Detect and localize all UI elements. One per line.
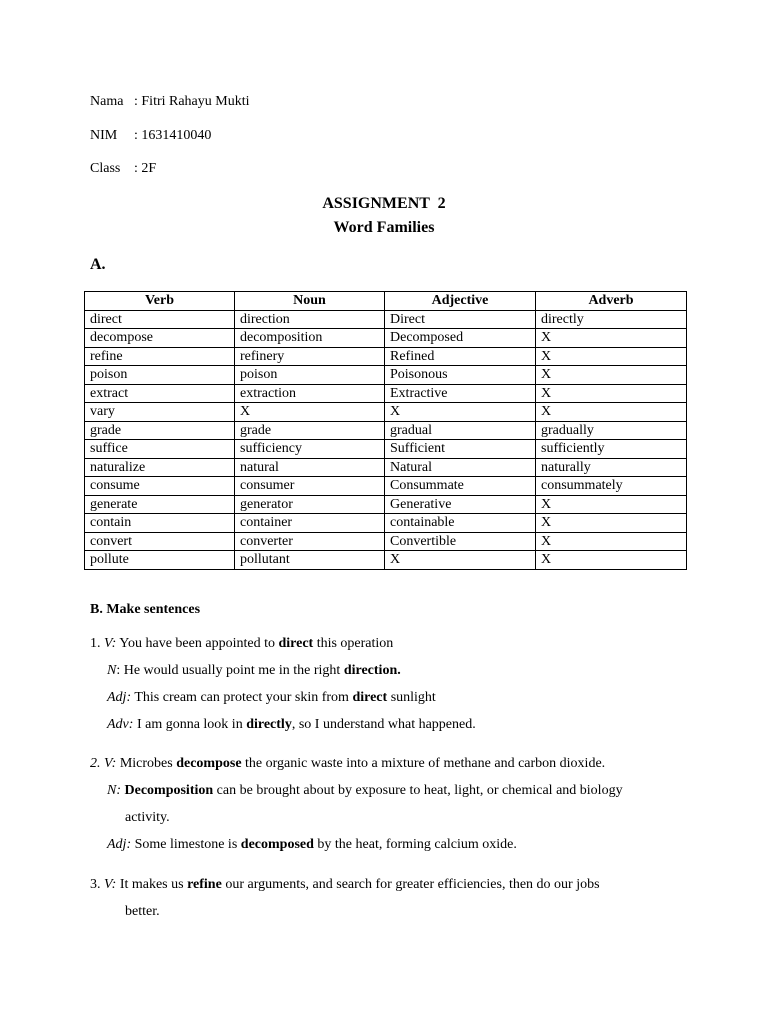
table-cell: X [536,329,687,348]
table-cell: pollute [85,551,235,570]
table-cell: gradually [536,421,687,440]
table-cell: vary [85,403,235,422]
nim-label: NIM [90,128,118,143]
header-adverb: Adverb [536,292,687,311]
table-row [85,551,687,570]
adjective-label: Adj: [107,837,132,852]
table-cell: extraction [235,384,385,403]
table-cell: X [536,514,687,533]
sentence-text: Some limestone is [131,837,241,852]
keyword: decompose [176,756,242,771]
header-noun: Noun [235,292,385,311]
table-row [85,532,687,551]
table-cell: Natural [385,458,536,477]
keyword: direct [352,690,388,705]
class-value: : 2F [134,161,157,176]
sentence-text: the organic waste into a mixture of methane and carbon dioxide. [241,756,606,771]
header-adjective: Adjective [385,292,536,311]
sentence-3-verb [90,877,600,893]
table-cell: X [536,366,687,385]
sentence-1-adverb [107,717,476,733]
noun-label: N [107,663,117,678]
keyword: directly [246,717,292,732]
sentence-text: our arguments, and search for greater efficiencies, then do our jobs [221,877,600,892]
table-row [85,458,687,477]
table-cell: X [536,495,687,514]
keyword: Decomposition [124,783,214,798]
page-subtitle: Word Families [333,219,435,236]
table-cell: Poisonous [385,366,536,385]
header-verb: Verb [85,292,235,311]
noun-label: N: [107,783,121,798]
keyword: direction. [343,663,401,678]
adjective-label: Adj: [107,690,132,705]
table-cell: grade [85,421,235,440]
table-cell: grade [235,421,385,440]
sentence-text: by the heat, forming calcium oxide. [313,837,517,852]
table-cell: X [385,403,536,422]
sentence-2-verb [90,756,605,772]
table-row [85,440,687,459]
sentence-1-verb [90,636,393,652]
page-title: ASSIGNMENT 2 [322,195,446,212]
table-cell: X [536,403,687,422]
student-nim-line [90,128,211,144]
table-row [85,514,687,533]
table-cell: Generative [385,495,536,514]
sentence-text: Microbes [116,756,177,771]
table-cell: refinery [235,347,385,366]
verb-label: V: [104,877,117,892]
table-cell: consumer [235,477,385,496]
table-cell: generator [235,495,385,514]
word-families-table [84,291,687,570]
class-label: Class [90,161,121,176]
table-header-row [85,292,687,311]
sentence-2-adjective [107,837,517,853]
table-row [85,310,687,329]
keyword: direct [278,636,314,651]
table-cell: Refined [385,347,536,366]
table-row [85,347,687,366]
table-cell: direct [85,310,235,329]
keyword: decomposed [240,837,314,852]
sentence-text: : He would usually point me in the right [116,663,344,678]
table-row [85,366,687,385]
table-cell: X [536,532,687,551]
table-cell: converter [235,532,385,551]
student-name-line [90,94,250,110]
table-cell: Convertible [385,532,536,551]
table-row [85,477,687,496]
sentence-text: This cream can protect your skin from [131,690,353,705]
table-cell: Consummate [385,477,536,496]
sentence-number: 3. [90,877,104,892]
sentence-number: 2. [90,756,104,771]
table-cell: decomposition [235,329,385,348]
sentence-2-noun [107,783,623,799]
sentence-text: You have been appointed to [116,636,279,651]
verb-label: V: [104,636,117,651]
table-cell: refine [85,347,235,366]
table-cell: direction [235,310,385,329]
table-row [85,384,687,403]
sentence-text: , so I understand what happened. [291,717,476,732]
table-cell: X [385,551,536,570]
table-cell: sufficiency [235,440,385,459]
table-body [85,310,687,569]
table-cell: decompose [85,329,235,348]
table-cell: sufficiently [536,440,687,459]
table-cell: Direct [385,310,536,329]
table-cell: Sufficient [385,440,536,459]
table-cell: containable [385,514,536,533]
sentence-2-noun-continued: activity. [125,810,170,825]
section-b-heading: B. Make sentences [90,602,201,617]
table-cell: poison [85,366,235,385]
table-cell: Extractive [385,384,536,403]
sentence-number: 1. [90,636,104,651]
section-a-heading: A. [90,256,106,273]
table-row [85,421,687,440]
table-cell: naturally [536,458,687,477]
sentence-text: I am gonna look in [133,717,247,732]
table-cell: X [536,551,687,570]
sentence-text: sunlight [387,690,436,705]
student-class-line [90,161,156,177]
adverb-label: Adv: [107,717,134,732]
table-cell: X [536,384,687,403]
table-cell: directly [536,310,687,329]
table-row [85,403,687,422]
keyword: refine [187,877,222,892]
table-cell: contain [85,514,235,533]
table-cell: X [536,347,687,366]
sentence-text: can be brought about by exposure to heat, light, or chemical and biology [213,783,623,798]
sentence-text: It makes us [116,877,188,892]
table-row [85,495,687,514]
verb-label: V: [104,756,117,771]
table-row [85,329,687,348]
table-cell: extract [85,384,235,403]
table-cell: X [235,403,385,422]
sentence-text: this operation [313,636,394,651]
table-cell: convert [85,532,235,551]
table-cell: generate [85,495,235,514]
sentence-3-verb-continued: better. [125,904,160,919]
name-label: Nama [90,94,124,109]
table-cell: gradual [385,421,536,440]
table-cell: container [235,514,385,533]
nim-value: : 1631410040 [134,128,212,143]
sentence-1-noun [107,663,401,679]
sentence-1-adjective [107,690,436,706]
table-cell: Decomposed [385,329,536,348]
table-cell: suffice [85,440,235,459]
table-cell: natural [235,458,385,477]
table-cell: poison [235,366,385,385]
table-cell: naturalize [85,458,235,477]
table-cell: consume [85,477,235,496]
table-cell: pollutant [235,551,385,570]
table-cell: consummately [536,477,687,496]
name-value: : Fitri Rahayu Mukti [134,94,250,109]
